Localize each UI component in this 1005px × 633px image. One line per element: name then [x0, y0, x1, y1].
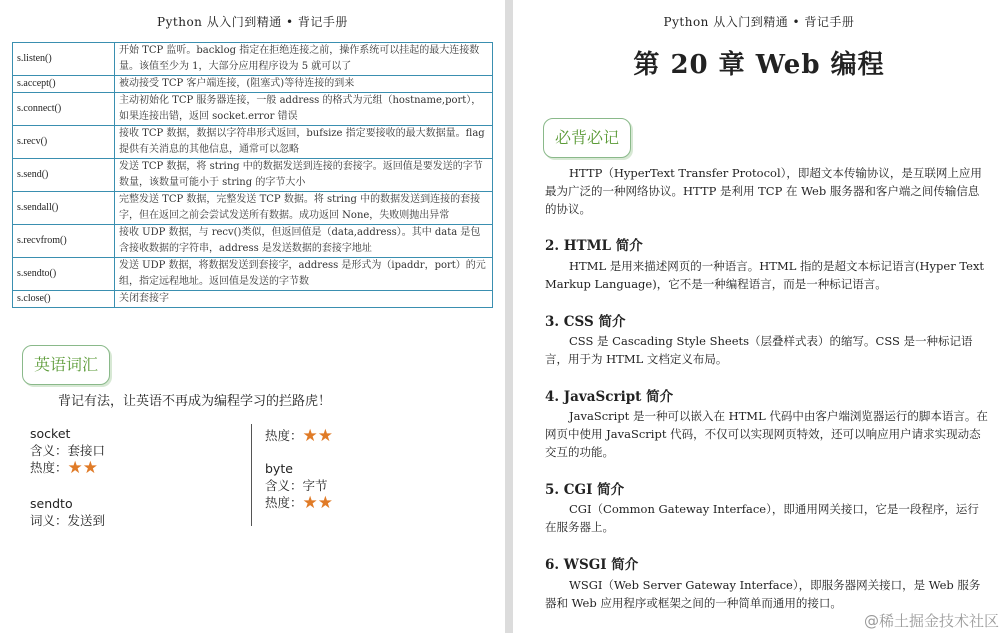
- chapter-title: 第 20 章 Web 编程: [633, 50, 885, 80]
- star-icon: ★: [82, 458, 99, 478]
- vocab-meaning: 含义：套接口: [30, 443, 106, 458]
- star-rating: [68, 458, 99, 478]
- heat-label: 热度：: [265, 428, 303, 443]
- star-rating: [303, 493, 334, 513]
- star-icon: ★: [317, 493, 334, 513]
- method-name-cell: s.listen(): [13, 43, 115, 76]
- heat-label: 热度：: [265, 495, 303, 510]
- running-header-left: Python 从入门到精通 • 背记手册: [157, 15, 348, 29]
- vocab-column-divider: [251, 424, 252, 526]
- vocab-section-badge: 英语词汇: [22, 345, 110, 385]
- memorize-section-badge: 必背必记: [543, 118, 631, 158]
- vocab-intro: 背记有法，让英语不再成为编程学习的拦路虎！: [58, 394, 332, 409]
- method-name-cell: s.sendall(): [13, 192, 115, 225]
- vocab-word: byte: [265, 461, 293, 476]
- method-name-cell: s.connect(): [13, 93, 115, 126]
- star-icon: ★: [317, 426, 334, 446]
- paragraph-html: HTML 是用来描述网页的一种语言。HTML 指的是超文本标记语言(Hyper Text Markup Language)，它不是一种编程语言，而是一种标记语言。: [545, 259, 985, 291]
- method-name-cell: s.recvfrom(): [13, 225, 115, 258]
- method-description-cell: 接收 UDP 数据，与 recv()类似，但返回值是（data,address）。其中 data 是包含接收数据的字符串，address 是发送数据的套接字地址: [115, 225, 493, 258]
- section-heading-javascript: 4. JavaScript 简介: [545, 389, 674, 405]
- table-row: [13, 291, 493, 308]
- vocab-sendto: [30, 495, 105, 529]
- method-description-cell: 主动初始化 TCP 服务器连接，一般 address 的格式为元组（hostname,port），如果连接出错，返回 socket.error 错误: [115, 93, 493, 126]
- method-description-cell: 开始 TCP 监听。backlog 指定在拒绝连接之前，操作系统可以挂起的最大连接数量。该值至少为 1，大部分应用程序设为 5 就可以了: [115, 43, 493, 76]
- right-page: [513, 0, 1005, 633]
- method-description-cell: 发送 UDP 数据，将数据发送到套接字，address 是形式为（ipaddr，port）的元组，指定远程地址。返回值是发送的字节数: [115, 258, 493, 291]
- method-description-cell: 关闭套接字: [115, 291, 493, 308]
- table-row: [13, 126, 493, 159]
- vocab-heat: [30, 459, 105, 477]
- section-heading-css: 3. CSS 简介: [545, 314, 626, 330]
- page-gutter: [505, 0, 513, 633]
- method-description-cell: 完整发送 TCP 数据，完整发送 TCP 数据。将 string 中的数据发送到连接的套接字，但在返回之前会尝试发送所有数据。成功返回 None，失败则抛出异常: [115, 192, 493, 225]
- vocab-byte: [265, 460, 333, 512]
- table-row: [13, 93, 493, 126]
- table-row: [13, 159, 493, 192]
- watermark: @稀土掘金技术社区: [863, 612, 999, 630]
- vocab-heat: [265, 494, 333, 512]
- method-name-cell: s.send(): [13, 159, 115, 192]
- socket-methods-table: [12, 42, 493, 308]
- paragraph-css: CSS 是 Cascading Style Sheets（层叠样式表）的缩写。CSS 是一种标记语言，用于为 HTML 文档定义布局。: [545, 334, 973, 366]
- star-icon: ★: [302, 426, 318, 446]
- table-row: [13, 258, 493, 291]
- paragraph-cgi: CGI（Common Gateway Interface），即通用网关接口，它是一段程序，运行在服务器上。: [545, 502, 979, 534]
- table-row: [13, 192, 493, 225]
- method-name-cell: s.recv(): [13, 126, 115, 159]
- star-icon: ★: [67, 458, 83, 478]
- section-heading-wsgi: 6. WSGI 简介: [545, 557, 639, 573]
- paragraph-http: HTTP（HyperText Transfer Protocol），即超文本传输协议，是互联网上应用最为广泛的一种网络协议。HTTP 是利用 TCP 在 Web 服务器和客户端之间传输信息的协议。: [545, 166, 982, 216]
- table-row: [13, 225, 493, 258]
- vocab-word: socket: [30, 426, 71, 441]
- method-description-cell: 被动接受 TCP 客户端连接，(阻塞式)等待连接的到来: [115, 76, 493, 93]
- vocab-meaning: 词义：发送到: [30, 513, 106, 528]
- vocab-word: sendto: [30, 496, 73, 511]
- table-row: [13, 43, 493, 76]
- star-rating: [303, 426, 334, 446]
- method-description-cell: 发送 TCP 数据，将 string 中的数据发送到连接的套接字。返回值是要发送的字节数量，该数量可能小于 string 的字节大小: [115, 159, 493, 192]
- section-heading-cgi: 5. CGI 简介: [545, 482, 625, 498]
- paragraph-wsgi: WSGI（Web Server Gateway Interface），即服务器网关接口，是 Web 服务器和 Web 应用程序或框架之间的一种简单而通用的接口。: [545, 578, 981, 610]
- vocab-meaning: 含义：字节: [265, 478, 328, 493]
- method-name-cell: s.accept(): [13, 76, 115, 93]
- method-name-cell: s.close(): [13, 291, 115, 308]
- vocab-socket: [30, 425, 105, 477]
- star-icon: ★: [302, 493, 318, 513]
- table-row: [13, 76, 493, 93]
- method-description-cell: 接收 TCP 数据，数据以字符串形式返回，bufsize 指定要接收的最大数据量。flag 提供有关消息的其他信息，通常可以忽略: [115, 126, 493, 159]
- heat-label: 热度：: [30, 460, 68, 475]
- running-header-right: Python 从入门到精通 • 背记手册: [663, 15, 855, 29]
- section-heading-html: 2. HTML 简介: [545, 238, 643, 254]
- method-name-cell: s.sendto(): [13, 258, 115, 291]
- vocab-sendto-heat: [265, 427, 333, 445]
- paragraph-javascript: JavaScript 是一种可以嵌入在 HTML 代码中由客户端浏览器运行的脚本语言。在网页中使用 JavaScript 代码，不仅可以实现网页特效，还可以响应用户请求实现动态交互的功能。: [545, 409, 988, 459]
